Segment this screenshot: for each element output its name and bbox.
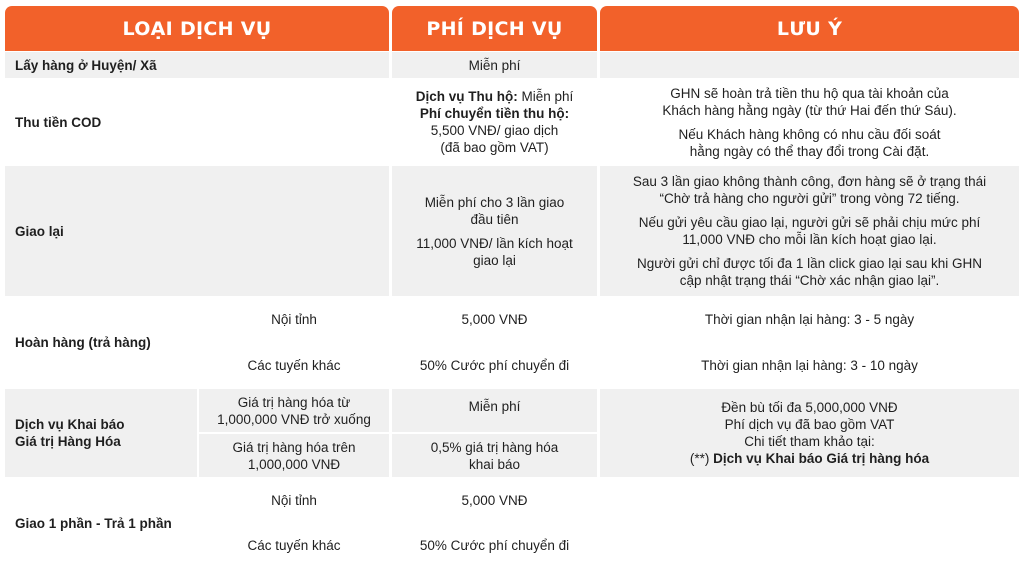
- row-declare-fee1: Miễn phí: [392, 389, 597, 432]
- row-pickup-label: Lấy hàng ở Huyện/ Xã: [5, 52, 389, 78]
- row-return-note2: Thời gian nhận lại hàng: 3 - 10 ngày: [600, 343, 1019, 387]
- row-partial-note: [600, 479, 1019, 567]
- row-partial-fee1: 5,000 VNĐ: [392, 479, 597, 522]
- row-partial-label: Giao 1 phần - Trả 1 phần: [5, 479, 197, 567]
- row-redeliver-label: Giao lại: [5, 166, 389, 296]
- row-return-note1: Thời gian nhận lại hàng: 3 - 5 ngày: [600, 298, 1019, 341]
- row-pickup-note: [600, 52, 1019, 78]
- row-partial-sub2: Các tuyến khác: [199, 524, 389, 567]
- row-return-fee2: 50% Cước phí chuyển đi: [392, 343, 597, 387]
- row-declare-sub2: Giá trị hàng hóa trên 1,000,000 VNĐ: [199, 434, 389, 477]
- row-pickup-fee: Miễn phí: [392, 52, 597, 78]
- row-partial-sub1: Nội tỉnh: [199, 479, 389, 522]
- row-return-fee1: 5,000 VNĐ: [392, 298, 597, 341]
- row-cod-fee: Dịch vụ Thu hộ: Miễn phí Phí chuyển tiền thu hộ: 5,500 VNĐ/ giao dịch (đã bao gồm VAT): [392, 80, 597, 164]
- header-service-type: LOẠI DỊCH VỤ: [5, 6, 389, 51]
- header-service-fee: PHÍ DỊCH VỤ: [392, 6, 597, 51]
- row-declare-sub1: Giá trị hàng hóa từ 1,000,000 VNĐ trở xuống: [199, 389, 389, 432]
- row-partial-fee2: 50% Cước phí chuyển đi: [392, 524, 597, 567]
- row-redeliver-fee: Miễn phí cho 3 lần giao đầu tiên 11,000 VNĐ/ lần kích hoạt giao lại: [392, 166, 597, 296]
- row-cod-label: Thu tiền COD: [5, 80, 389, 164]
- row-cod-note: GHN sẽ hoàn trả tiền thu hộ qua tài khoản của Khách hàng hằng ngày (từ thứ Hai đến thứ Sáu). Nếu Khách hàng không có nhu cầu đối soát hằng ngày có thể thay đổi trong Cài đặt.: [600, 80, 1019, 164]
- row-return-sub2: Các tuyến khác: [199, 343, 389, 387]
- row-return-sub1: Nội tỉnh: [199, 298, 389, 341]
- declare-value-link-text: Dịch vụ Khai báo Giá trị hàng hóa: [713, 451, 930, 466]
- row-return-label: Hoàn hàng (trả hàng): [5, 298, 197, 387]
- row-declare-label: Dịch vụ Khai báo Giá trị Hàng Hóa: [5, 389, 197, 477]
- row-declare-fee2: 0,5% giá trị hàng hóa khai báo: [392, 434, 597, 477]
- row-redeliver-note: Sau 3 lần giao không thành công, đơn hàng sẽ ở trạng thái “Chờ trả hàng cho người gửi” trong vòng 72 tiếng. Nếu gửi yêu cầu giao lại, người gửi sẽ phải chịu mức phí 11,000 VNĐ cho mỗi lần kích hoạt giao lại. Người gửi chỉ được tối đa 1 lần click giao lại sau khi GHN cập nhật trạng thái “Chờ xác nhận giao lại”.: [600, 166, 1019, 296]
- row-declare-note: Đền bù tối đa 5,000,000 VNĐ Phí dịch vụ đã bao gồm VAT Chi tiết tham khảo tại: (**) Dịch vụ Khai báo Giá trị hàng hóa: [600, 389, 1019, 477]
- header-notes: LƯU Ý: [600, 6, 1019, 51]
